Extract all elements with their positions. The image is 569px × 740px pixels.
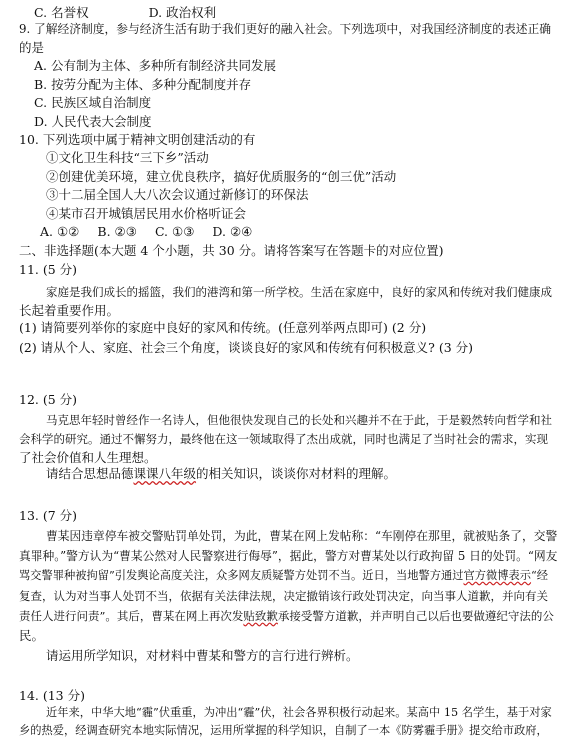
q9-stem-line-1: 9. 了解经济制度，参与经济生活有助于我们更好的融入社会。下列选项中，对我国经济制度的表述正确 [19,22,551,36]
q13-material-line-5-start: 责任人进行问责”。其后，曹某在网上再次发 [19,609,244,623]
section-2-heading: 二、非选择题(本大题 4 个小题，共 30 分。请将答案写在答题卡的对应位置) [19,243,444,258]
q9-option-c: C. 民族区域自治制度 [34,95,152,110]
q12-task [46,466,396,482]
q12-heading: 12. (5 分) [19,392,78,407]
q12-material-line-2: 会科学的研究。通过不懈努力，最终他在这一领域取得了杰出成就，同时也满足了当时社会的需求，实现 [19,432,548,446]
q11-subquestion-2: (2) 请从个人、家庭、社会三个角度，谈谈良好的家风和传统有何积极意义? (3 分) [19,340,474,355]
q8-option-row [34,5,216,21]
q11-material-line-1: 家庭是我们成长的摇篮，我们的港湾和第一所学校。生活在家庭中，良好的家风和传统对我们健康成 [46,285,552,299]
q12-material-line-3: 了社会价值和人生理想。 [19,450,157,465]
q14-heading: 14. (13 分) [19,688,85,703]
q10-item-4: ④某市召开城镇居民用水价格听证会 [46,206,247,221]
q13-material-line-3-start: 骂交警罪种被拘留”引发舆论高度关注，众多网友质疑警方处罚不当。近日，当地警方通过 [19,569,464,582]
q13-material-line-5-end: 承接受警方道歉，并声明自己以后也要做遵纪守法的公 [277,609,554,623]
q13-material-underlined-1: 官方微博表示 [463,569,532,582]
q10-choices [40,224,270,240]
q9-option-b: B. 按劳分配为主体、多种分配制度并存 [34,77,252,92]
q10-item-3: ③十二届全国人大八次会议通过新修订的环保法 [46,187,309,202]
q13-material-line-1: 曹某因违章停车被交警贴罚单处罚，为此，曹某在网上发帖称：“车刚停在那里，就被贴条了，交警 [46,529,558,543]
q13-task: 请运用所学知识，对材料中曹某和警方的言行进行辨析。 [46,648,359,663]
q10-choice-b: B. ②③ [97,224,137,239]
q13-material-line-2: 真罪种。”警方认为“曹某公然对人民警察进行侮辱”，据此，警方对曹某处以行政拘留 5 日的处罚。“网友 [19,549,558,563]
q10-item-2: ②创建优美环境，建立优良秩序，搞好优质服务的“创三优”活动 [46,169,397,184]
q12-material-line-1: 马克思年轻时曾经作一名诗人，但他很快发现自己的长处和兴趣并不在于此，于是毅然转向哲学和社 [46,413,552,427]
q13-material-line-3-end: “经 [531,569,549,582]
q9-option-a: A. 公有制为主体、多种所有制经济共同发展 [34,58,276,73]
q10-choice-a: A. ①② [40,224,80,239]
q14-material-line-1: 近年来，中华大地“霾”伏重重，为冲出“霾”伏，社会各界积极行动起来。某高中 15 名学生，基于对家 [46,706,552,719]
q10-item-1: ①文化卫生科技“三下乡”活动 [46,150,209,165]
q8-option-d: D. 政治权利 [148,5,217,20]
q12-task-underlined: 课课八年级 [133,466,197,481]
q10-choice-d: D. ②④ [212,224,253,239]
q13-material-line-3 [19,568,548,584]
q11-material-line-2: 长起着重要作用。 [19,303,120,318]
q13-material-underlined-2: 贴致歉 [243,609,278,623]
q9-stem-line-2: 的是 [19,40,45,55]
q10-choice-c: C. ①③ [154,224,195,239]
q11-subquestion-1: (1) 请简要列举你的家庭中良好的家风和传统。(任意列举两点即可) (2 分) [19,320,427,335]
q13-material-line-6: 民。 [19,628,45,643]
q13-heading: 13. (7 分) [19,508,78,523]
q11-heading: 11. (5 分) [19,262,78,277]
q12-task-part-1: 请结合思想品德 [46,466,134,481]
q13-material-line-5 [19,608,554,624]
q9-option-d: D. 人民代表大会制度 [34,114,152,129]
q12-task-part-2: 的相关知识，谈谈你对材料的理解。 [196,466,397,481]
q10-stem: 10. 下列选项中属于精神文明创建活动的有 [19,132,256,147]
q8-option-c: C. 名誉权 [34,5,89,20]
q14-material-line-2: 乡的热爱，经调查研究本地实际情况，运用所掌握的科学知识，自制了一本《防雾霾手册》提交给市政府， [19,724,548,737]
q13-material-line-4: 复查，认为对当事人处罚不当，依据有关法律法规，决定撤销该行政处罚决定，向当事人道歉，并向有关 [19,589,548,603]
